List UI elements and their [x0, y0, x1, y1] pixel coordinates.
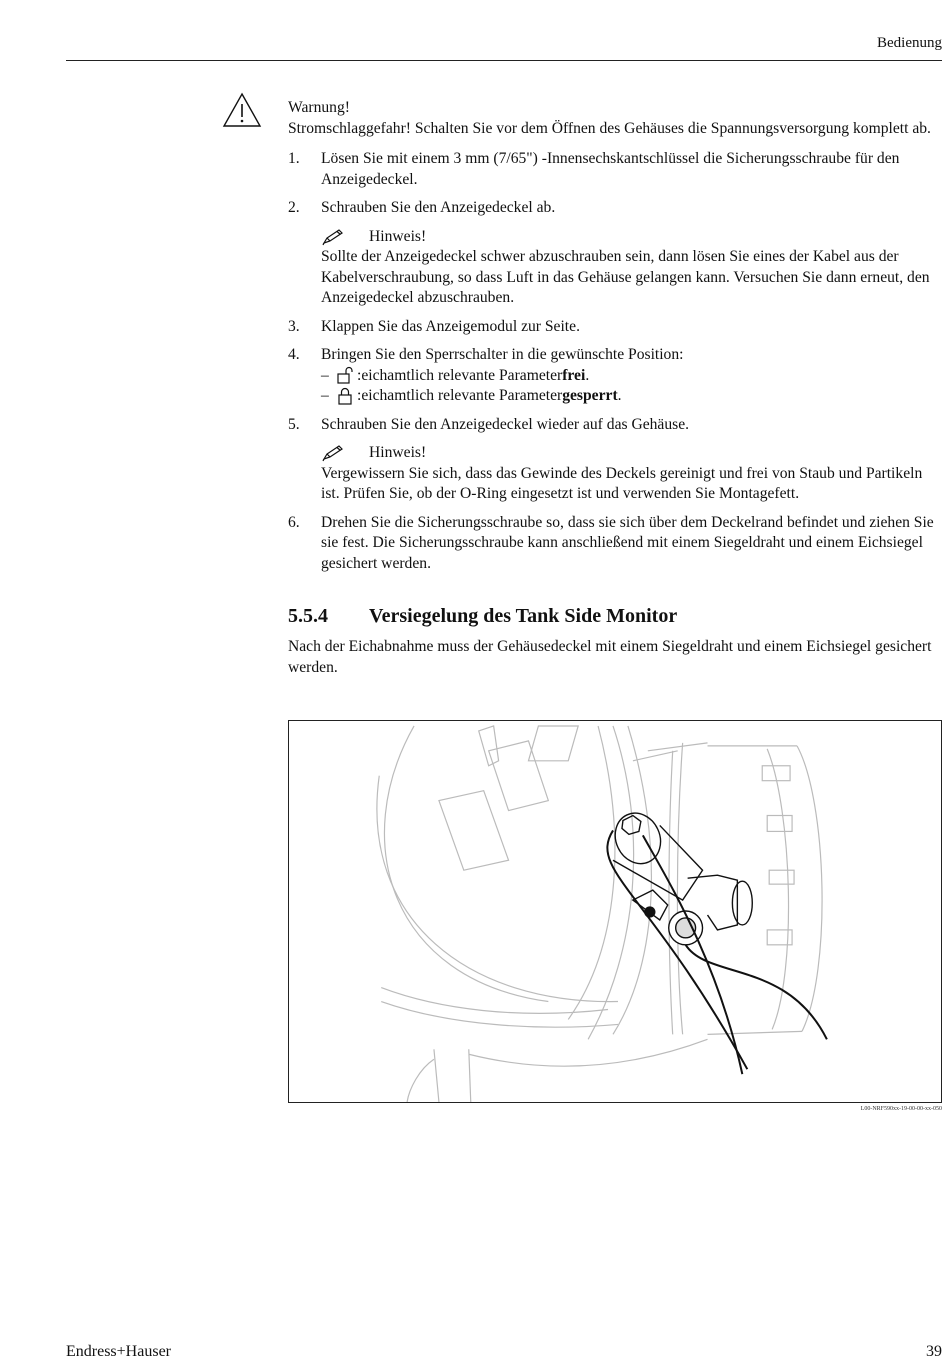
- note-box: [321, 227, 942, 309]
- page-header-title: Bedienung: [877, 35, 942, 51]
- option-text: :eichamtlich relevante Parameter: [357, 387, 563, 404]
- warning-text: Stromschlaggefahr! Schalten Sie vor dem Öffnen des Gehäuses die Spannungsversorgung komplett ab.: [288, 119, 931, 137]
- option-locked: [321, 386, 942, 407]
- note-box: [321, 443, 942, 505]
- main-content: [288, 98, 942, 678]
- section-number: 5.5.4: [288, 605, 328, 627]
- step-4: [288, 345, 942, 407]
- step-6: [288, 513, 942, 575]
- step-text: Bringen Sie den Sperrschalter in die gewünschte Position:: [321, 346, 684, 363]
- option-value: frei: [562, 366, 586, 384]
- section-title: Versiegelung des Tank Side Monitor: [369, 605, 678, 627]
- step-number: 5.: [288, 415, 300, 433]
- note-text: Sollte der Anzeigedeckel schwer abzuschrauben sein, dann lösen Sie eines der Kabel aus der Kabelverschraubung, so dass Luft in das Gehäuse gelangen kann. Versuchen Sie dann erneut, den Anzeigedeckel abzuschrauben.: [321, 248, 930, 306]
- page-number: 39: [926, 1343, 942, 1360]
- note-text: Vergewissern Sie sich, dass das Gewinde des Deckels gereinigt und frei von Staub und Partikeln ist. Prüfen Sie, ob der O-Ring eingesetzt ist und verwenden Sie Montagefett.: [321, 464, 923, 502]
- warning-triangle-icon: [222, 92, 262, 128]
- pencil-icon: [321, 444, 345, 462]
- header-divider: [66, 60, 942, 61]
- housing-drawing: [289, 721, 941, 1102]
- step-number: 6.: [288, 513, 300, 531]
- step-1: [288, 149, 942, 190]
- option-end: .: [617, 387, 622, 404]
- list-dash: –: [321, 387, 329, 404]
- option-value: gesperrt: [562, 387, 618, 404]
- unlocked-padlock-icon: [336, 366, 354, 385]
- step-number: 4.: [288, 346, 300, 363]
- warning-title: Warnung!: [288, 99, 350, 116]
- section-text: Nach der Eichabnahme muss der Gehäusedeckel mit einem Siegeldraht und einem Eichsiegel gesichert werden.: [288, 638, 932, 676]
- step-number: 3.: [288, 317, 300, 335]
- step-5: [288, 415, 942, 505]
- figure-id: L00-NRF590xx-19-00-00-xx-050: [860, 1106, 942, 1112]
- step-number: 1.: [288, 150, 300, 167]
- option-end: .: [585, 366, 590, 384]
- locked-padlock-icon: [336, 387, 354, 406]
- option-text: :eichamtlich relevante Parameter: [357, 366, 563, 384]
- step-2: [288, 198, 942, 309]
- footer-brand: Endress+Hauser: [66, 1343, 171, 1360]
- instruction-list: [288, 149, 942, 574]
- seal-illustration: [288, 720, 942, 1103]
- section-heading: [288, 604, 942, 628]
- step-number: 2.: [288, 199, 300, 216]
- step-text: Klappen Sie das Anzeigemodul zur Seite.: [321, 317, 580, 335]
- note-title: Hinweis!: [369, 227, 427, 245]
- option-unlocked: [321, 366, 942, 387]
- step-text: Drehen Sie die Sicherungsschraube so, dass sie sich über dem Deckelrand befindet und ziehen Sie sie fest. Die Sicherungsschraube kann anschließend mit einem Siegeldraht und einem Eichsiegel gesichert werden.: [321, 513, 934, 572]
- step-text: Schrauben Sie den Anzeigedeckel wieder auf das Gehäuse.: [321, 415, 690, 433]
- step-3: [288, 317, 942, 338]
- step-text: Schrauben Sie den Anzeigedeckel ab.: [321, 199, 556, 216]
- list-dash: –: [321, 366, 329, 384]
- step-text: Lösen Sie mit einem 3 mm (7/65") -Innensechskantschlüssel die Sicherungsschraube für den Anzeigedeckel.: [321, 150, 900, 188]
- note-title: Hinweis!: [369, 444, 427, 461]
- pencil-icon: [321, 228, 345, 246]
